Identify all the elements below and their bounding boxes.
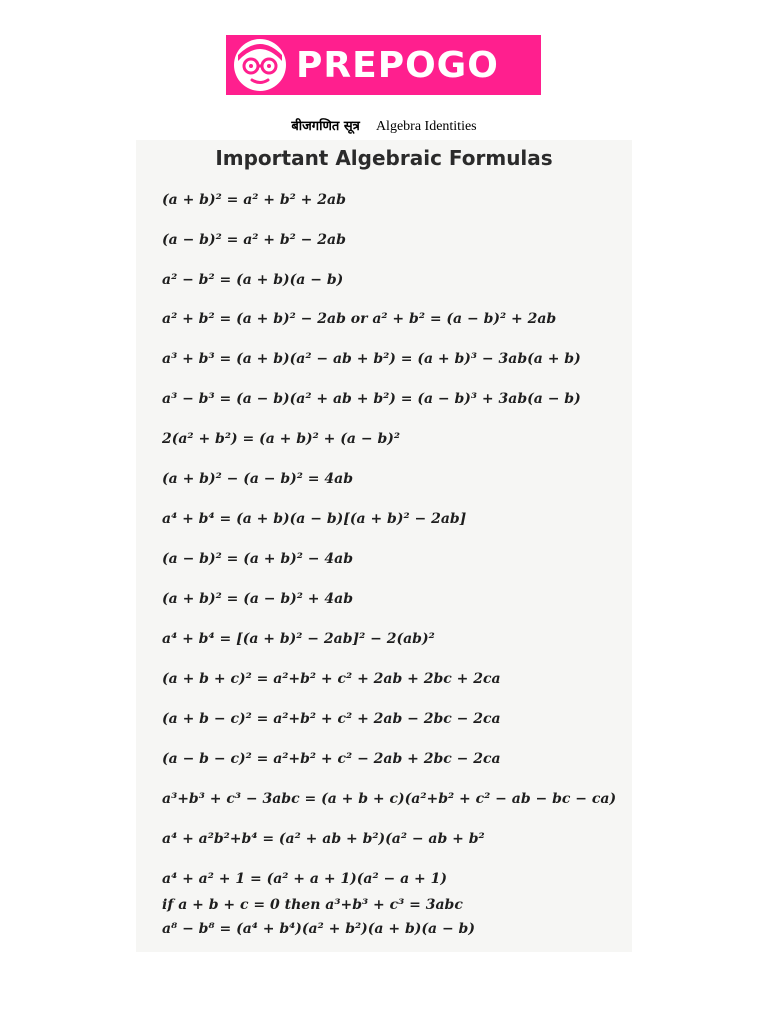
- formula-item: if a + b + c = 0 then a³+b³ + c³ = 3abc: [162, 897, 463, 913]
- formula-item: a⁴ + a² + 1 = (a² + a + 1)(a² − a + 1): [162, 871, 448, 887]
- mascot-face-with-glasses-icon: [230, 35, 290, 95]
- formula-panel: [136, 140, 632, 952]
- formula-item: (a − b)² = a² + b² − 2ab: [162, 232, 346, 248]
- page-subtitle: [0, 116, 768, 135]
- subtitle-english: Algebra Identities: [375, 119, 477, 134]
- formula-item: a³ + b³ = (a + b)(a² − ab + b²) = (a + b)³ − 3ab(a + b): [162, 351, 581, 367]
- formula-item: (a − b − c)² = a²+b² + c² − 2ab + 2bc − 2ca: [162, 751, 501, 767]
- formula-item: (a + b − c)² = a²+b² + c² + 2ab − 2bc − 2ca: [162, 711, 501, 727]
- formula-item: (a + b)² − (a − b)² = 4ab: [162, 471, 353, 487]
- prepogo-logo: [226, 35, 541, 95]
- formula-item: a⁴ + b⁴ = (a + b)(a − b)[(a + b)² − 2ab]: [162, 511, 467, 527]
- formula-item: 2(a² + b²) = (a + b)² + (a − b)²: [162, 431, 400, 447]
- formula-item: a³ − b³ = (a − b)(a² + ab + b²) = (a − b)³ + 3ab(a − b): [162, 391, 581, 407]
- formula-item: (a − b)² = (a + b)² − 4ab: [162, 551, 353, 567]
- formula-item: a² + b² = (a + b)² − 2ab or a² + b² = (a − b)² + 2ab: [162, 311, 557, 327]
- formula-item: (a + b)² = a² + b² + 2ab: [162, 192, 346, 208]
- formula-item: a³+b³ + c³ − 3abc = (a + b + c)(a²+b² + c² − ab − bc − ca): [162, 791, 617, 807]
- formula-item: a² − b² = (a + b)(a − b): [162, 272, 344, 288]
- formula-item: a⁸ − b⁸ = (a⁴ + b⁴)(a² + b²)(a + b)(a − b): [162, 921, 475, 937]
- formula-item: (a + b)² = (a − b)² + 4ab: [162, 591, 353, 607]
- panel-title: Important Algebraic Formulas: [215, 146, 553, 170]
- formula-item: a⁴ + b⁴ = [(a + b)² − 2ab]² − 2(ab)²: [162, 631, 435, 647]
- brand-name: PREPOGO: [296, 44, 499, 86]
- formula-item: a⁴ + a²b²+b⁴ = (a² + ab + b²)(a² − ab + b²: [162, 831, 485, 847]
- formula-item: (a + b + c)² = a²+b² + c² + 2ab + 2bc + 2ca: [162, 671, 501, 687]
- subtitle-hindi: बीजगणित सूत्र: [291, 119, 360, 134]
